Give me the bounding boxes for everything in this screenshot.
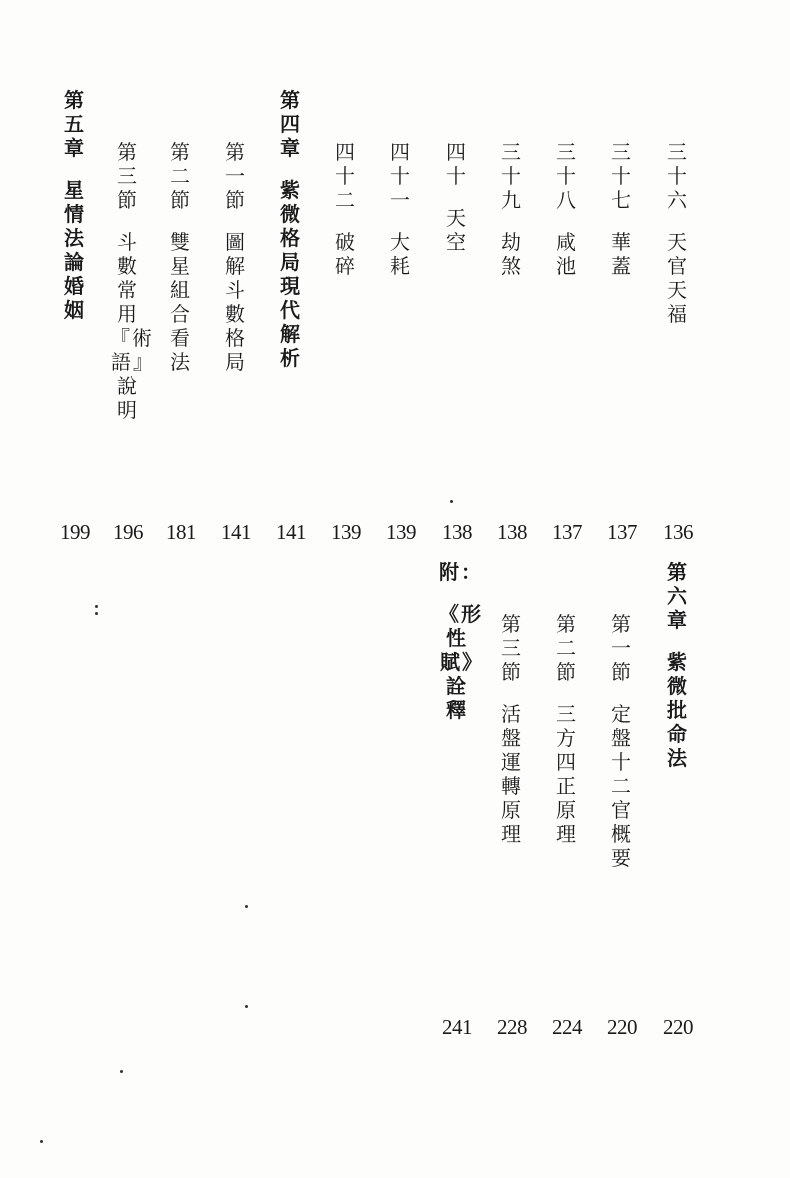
toc-page-number: 136 — [663, 520, 693, 544]
toc-page-number: 220 — [663, 1015, 693, 1039]
toc-entry-text — [549, 140, 585, 278]
toc-entry-text — [273, 88, 309, 370]
toc-entry-number: 四十 — [446, 140, 468, 188]
toc-entry-title: 斗數常用『術語』說明 — [110, 230, 154, 422]
toc-page-number: 228 — [497, 1015, 527, 1039]
toc-page-number: 139 — [386, 520, 416, 544]
toc-entry-title: 活盤運轉原理 — [501, 702, 523, 846]
toc-entry-number: 第六章 — [667, 560, 689, 632]
toc-entry-number: 第三節 — [117, 140, 139, 212]
toc-page-number: 181 — [166, 520, 196, 544]
toc-entry-number: 三十八 — [556, 140, 578, 212]
toc-entry-text — [494, 612, 530, 846]
toc-page-number: 224 — [552, 1015, 582, 1039]
toc-entry-text — [660, 560, 696, 770]
toc-page-number: 196 — [113, 520, 143, 544]
toc-entry-number: 四十一 — [390, 140, 412, 212]
toc-entry-text — [328, 140, 364, 278]
toc-entry-title: 雙星組合看法 — [170, 230, 192, 374]
toc-entry-text — [660, 140, 696, 326]
toc-entry-title: 天空 — [446, 206, 468, 254]
toc-entry-title: 天官天福 — [667, 230, 689, 326]
toc-entry-text — [604, 140, 640, 278]
toc-page-number: 220 — [607, 1015, 637, 1039]
toc-entry-title: 三方四正原理 — [556, 702, 578, 846]
toc-entry-title: 圖解斗數格局 — [225, 230, 247, 374]
toc-entry-number: 附： — [439, 560, 483, 584]
toc-entry-title: 大耗 — [390, 230, 412, 278]
toc-page-number: 137 — [607, 520, 637, 544]
toc-entry-title: 華蓋 — [611, 230, 633, 278]
toc-entry-text — [549, 612, 585, 846]
toc-entry-number: 第五章 — [64, 88, 86, 160]
scan-speck — [40, 1140, 43, 1143]
scan-speck — [95, 612, 98, 615]
toc-entry-title: 劫煞 — [501, 230, 523, 278]
toc-entry-number: 第二節 — [170, 140, 192, 212]
toc-page-number: 139 — [331, 520, 361, 544]
toc-entry-title: 破碎 — [335, 230, 357, 278]
scan-speck — [245, 905, 248, 908]
toc-entry-text — [218, 140, 254, 374]
toc-entry-number: 第四章 — [280, 88, 302, 160]
toc-entry-number: 第三節 — [501, 612, 523, 684]
toc-entry-text — [163, 140, 199, 374]
toc-entry-title: 咸池 — [556, 230, 578, 278]
toc-entry-text — [494, 140, 530, 278]
toc-entry-number: 三十七 — [611, 140, 633, 212]
toc-entry-number: 第二節 — [556, 612, 578, 684]
scan-speck — [245, 1005, 248, 1008]
toc-entry-number: 第一節 — [611, 612, 633, 684]
toc-entry-text — [57, 88, 93, 322]
toc-entry-text — [604, 612, 640, 870]
toc-page-number: 141 — [221, 520, 251, 544]
scan-speck — [450, 500, 453, 503]
toc-page-number: 138 — [442, 520, 472, 544]
toc-entry-text — [383, 140, 419, 278]
toc-entry-text — [110, 140, 154, 422]
toc-entry-title: 定盤十二官概要 — [611, 702, 633, 870]
toc-entry-title: 星情法論婚姻 — [64, 178, 86, 322]
scan-speck — [120, 1070, 123, 1073]
toc-page-number: 138 — [497, 520, 527, 544]
toc-entry-text — [439, 140, 475, 254]
toc-entry-number: 四十二 — [335, 140, 357, 212]
toc-page-number: 199 — [60, 520, 90, 544]
toc-entry-title: 紫微批命法 — [667, 650, 689, 770]
toc-entry-number: 三十九 — [501, 140, 523, 212]
toc-entry-number: 第一節 — [225, 140, 247, 212]
toc-entry-title: 《形性賦》詮釋 — [439, 602, 483, 722]
toc-page-number: 137 — [552, 520, 582, 544]
toc-entry-text — [439, 560, 483, 722]
toc-page-number: 141 — [276, 520, 306, 544]
scan-speck — [95, 605, 98, 608]
toc-entry-title: 紫微格局現代解析 — [280, 178, 302, 370]
toc-entry-number: 三十六 — [667, 140, 689, 212]
toc-page-number: 241 — [442, 1015, 472, 1039]
